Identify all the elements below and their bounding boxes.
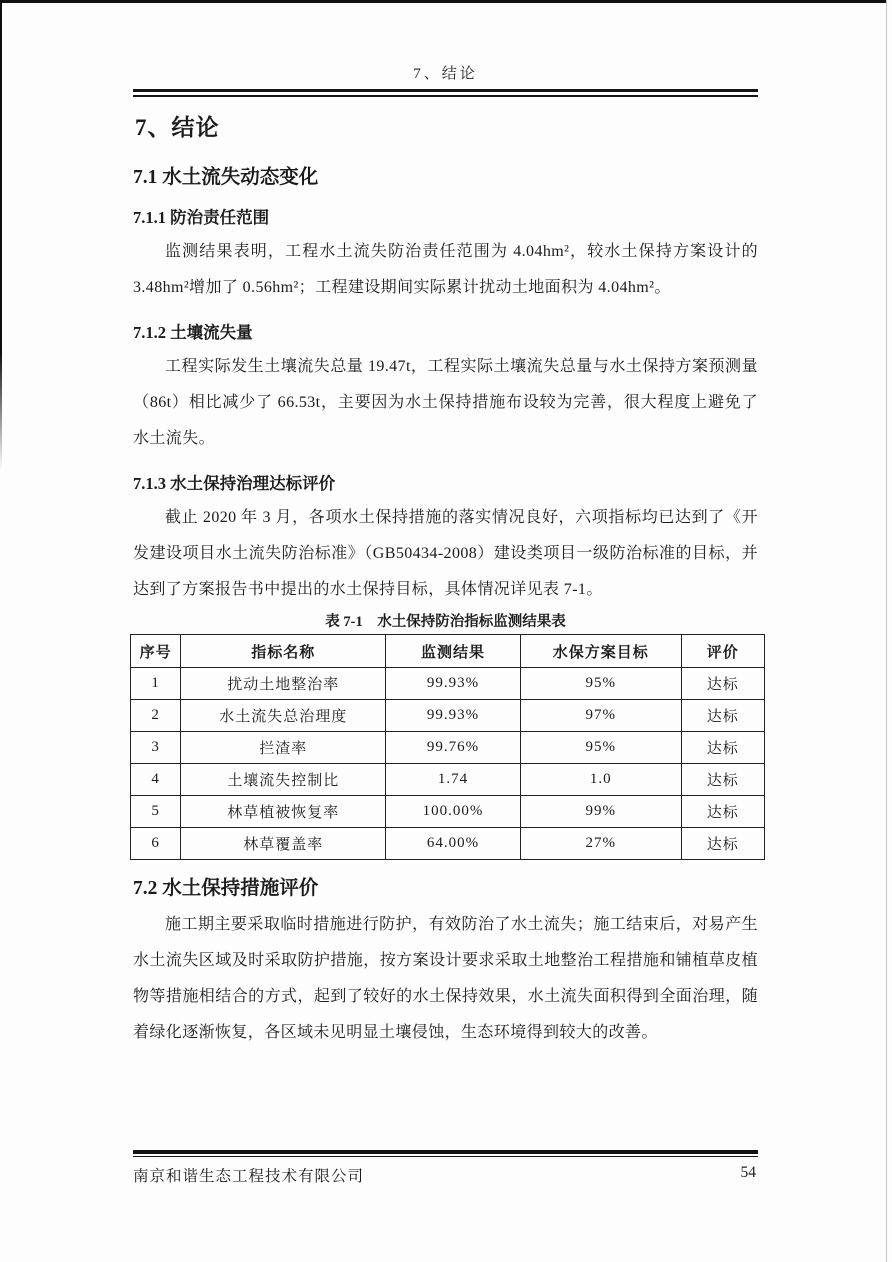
footer-divider xyxy=(133,1150,758,1157)
table-cell: 1.74 xyxy=(386,764,521,796)
table-cell: 林草覆盖率 xyxy=(181,828,386,860)
table-header-cell: 监测结果 xyxy=(386,635,521,668)
page-edge-artifact-right xyxy=(886,0,887,1262)
table-cell: 95% xyxy=(520,668,681,700)
table-cell: 达标 xyxy=(681,700,764,732)
page-footer xyxy=(133,1150,758,1186)
table-cell: 64.00% xyxy=(386,828,521,860)
table-cell: 土壤流失控制比 xyxy=(181,764,386,796)
table-row xyxy=(131,700,765,732)
table-cell: 林草植被恢复率 xyxy=(181,796,386,828)
table-cell: 扰动土地整治率 xyxy=(181,668,386,700)
table-header-cell: 评价 xyxy=(681,635,764,668)
section-title-7-1: 7.1 水土流失动态变化 xyxy=(133,167,319,188)
running-header: 7、结论 xyxy=(413,66,478,82)
footer-company-name: 南京和谐生态工程技术有限公司 xyxy=(133,1168,365,1185)
page-number: 54 xyxy=(740,1164,756,1181)
section-title-7-2: 7.2 水土保持措施评价 xyxy=(133,878,319,899)
subsection-title-7-1-2: 7.1.2 土壤流失量 xyxy=(133,323,253,342)
subsection-title-7-1-3: 7.1.3 水土保持治理达标评价 xyxy=(133,474,336,493)
paragraph-7-1-1: 监测结果表明，工程水土流失防治责任范围为 4.04hm²，较水土保持方案设计的 3.48hm²增加了 0.56hm²；工程建设期间实际累计扰动土地面积为 4.04hm²。 xyxy=(133,243,758,296)
table-cell: 2 xyxy=(131,700,181,732)
table-cell: 5 xyxy=(131,796,181,828)
table-cell: 99.76% xyxy=(386,732,521,764)
table-cell: 99.93% xyxy=(386,700,521,732)
table-row xyxy=(131,796,765,828)
table-cell: 达标 xyxy=(681,668,764,700)
table-header-cell: 指标名称 xyxy=(181,635,386,668)
table-cell: 达标 xyxy=(681,764,764,796)
table-row xyxy=(131,828,765,860)
table-row xyxy=(131,668,765,700)
page-edge-artifact-left xyxy=(0,0,2,470)
monitoring-results-table xyxy=(130,634,765,860)
table-row xyxy=(131,732,765,764)
subsection-title-7-1-1: 7.1.1 防治责任范围 xyxy=(133,208,270,227)
header-divider xyxy=(133,89,758,97)
table-header-cell: 序号 xyxy=(131,635,181,668)
table-cell: 97% xyxy=(520,700,681,732)
table-header-cell: 水保方案目标 xyxy=(520,635,681,668)
table-cell: 达标 xyxy=(681,732,764,764)
table-cell: 27% xyxy=(520,828,681,860)
table-cell: 99% xyxy=(520,796,681,828)
table-header-row xyxy=(131,635,765,668)
table-cell: 3 xyxy=(131,732,181,764)
table-cell: 95% xyxy=(520,732,681,764)
chapter-title: 7、结论 xyxy=(135,115,220,140)
paragraph-7-2: 施工期主要采取临时措施进行防护，有效防治了水土流失；施工结束后，对易产生水土流失区域及时采取防护措施，按方案设计要求采取土地整治工程措施和铺植草皮植物等措施相结合的方式，起到了较好的水土保持效果，水土流失面积得到全面治理，随着绿化逐渐恢复，各区域未见明显土壤侵蚀，生态环境得到较大的改善。 xyxy=(133,916,758,1041)
table-caption: 表 7-1 水土保持防治指标监测结果表 xyxy=(325,614,566,630)
table-cell: 达标 xyxy=(681,796,764,828)
table-cell: 1 xyxy=(131,668,181,700)
table-cell: 6 xyxy=(131,828,181,860)
table-cell: 1.0 xyxy=(520,764,681,796)
table-row xyxy=(131,764,765,796)
table-cell: 达标 xyxy=(681,828,764,860)
page-content xyxy=(133,0,758,1051)
table-cell: 99.93% xyxy=(386,668,521,700)
paragraph-7-1-2: 工程实际发生土壤流失总量 19.47t，工程实际土壤流失总量与水土保持方案预测量（86t）相比减少了 66.53t，主要因为水土保持措施布设较为完善，很大程度上避免了水土流失。 xyxy=(133,358,758,447)
table-cell: 4 xyxy=(131,764,181,796)
table-cell: 100.00% xyxy=(386,796,521,828)
table-cell: 水土流失总治理度 xyxy=(181,700,386,732)
paragraph-7-1-3: 截止 2020 年 3 月，各项水土保持措施的落实情况良好，六项指标均已达到了《开发建设项目水土流失防治标准》（GB50434-2008）建设类项目一级防治标准的目标，并达到了方案报告书中提出的水土保持目标，具体情况详见表 7-1。 xyxy=(133,509,758,598)
table-cell: 拦渣率 xyxy=(181,732,386,764)
